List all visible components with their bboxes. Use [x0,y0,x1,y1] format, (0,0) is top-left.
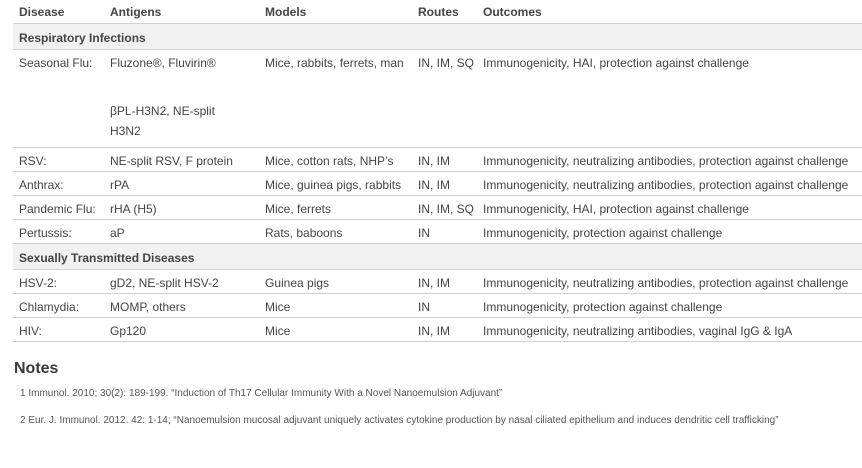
cell-outcomes: Immunogenicity, neutralizing antibodies, vaginal IgG & IgA [477,318,862,342]
cell-models: Mice, rabbits, ferrets, man [259,50,412,148]
cell-routes: IN, IM, SQ [412,196,477,220]
cell-antigens: rHA (H5) [104,196,259,220]
header-models: Models [259,0,412,24]
cell-antigens: Gp120 [104,318,259,342]
cell-models: Mice [259,318,412,342]
cell-routes: IN, IM [412,172,477,196]
cell-models: Mice, guinea pigs, rabbits [259,172,412,196]
table-row [13,220,862,244]
cell-routes: IN, IM, SQ [412,50,477,148]
notes-title: Notes [14,360,59,377]
cell-disease: Pandemic Flu: [13,196,104,220]
table-header-row [13,0,862,24]
cell-outcomes: Immunogenicity, HAI, protection against challenge [477,196,862,220]
cell-models: Mice, cotton rats, NHP’s [259,148,412,172]
section-title: Sexually Transmitted Diseases [13,244,862,270]
cell-outcomes: Immunogenicity, HAI, protection against challenge [477,50,862,148]
cell-models: Guinea pigs [259,270,412,294]
table-row [13,172,862,196]
cell-disease: Seasonal Flu: [13,50,104,148]
table-row [13,294,862,318]
cell-routes: IN, IM [412,318,477,342]
cell-outcomes: Immunogenicity, neutralizing antibodies, protection against challenge [477,270,862,294]
cell-disease: HSV-2: [13,270,104,294]
header-routes: Routes [412,0,477,24]
section-row-std [13,244,862,270]
cell-outcomes: Immunogenicity, protection against challenge [477,220,862,244]
table-row [13,196,862,220]
table-row [13,270,862,294]
cell-routes: IN [412,220,477,244]
note-item: 1 Immunol. 2010; 30(2): 189-199. “Induction of Th17 Cellular Immunity With a Novel Nanoemulsion Adjuvant” [20,388,503,399]
cell-antigens [104,50,259,148]
cell-routes: IN, IM [412,148,477,172]
antigens-line: Fluzone®, Fluvirin® [110,56,216,70]
cell-antigens: MOMP, others [104,294,259,318]
cell-disease: Anthrax: [13,172,104,196]
cell-models: Mice, ferrets [259,196,412,220]
cell-models: Mice [259,294,412,318]
cell-outcomes: Immunogenicity, neutralizing antibodies, protection against challenge [477,148,862,172]
antigens-line: βPL-H3N2, NE-split H3N2 [110,104,215,138]
cell-disease: Pertussis: [13,220,104,244]
cell-routes: IN [412,294,477,318]
table-row [13,318,862,342]
section-row-respiratory [13,24,862,50]
cell-antigens: NE-split RSV, F protein [104,148,259,172]
adjuvant-studies-table [13,0,862,342]
note-item: 2 Eur. J. Immunol. 2012. 42: 1-14; “Nanoemulsion mucosal adjuvant uniquely activates cytokine production by nasal ciliated epithelium and induces dendritic cell trafficking” [20,415,779,426]
cell-antigens: aP [104,220,259,244]
table-row [13,148,862,172]
cell-routes: IN, IM [412,270,477,294]
cell-antigens: rPA [104,172,259,196]
cell-disease: HIV: [13,318,104,342]
header-outcomes: Outcomes [477,0,862,24]
cell-outcomes: Immunogenicity, neutralizing antibodies, protection against challenge [477,172,862,196]
cell-antigens: gD2, NE-split HSV-2 [104,270,259,294]
cell-outcomes: Immunogenicity, protection against challenge [477,294,862,318]
cell-disease: Chlamydia: [13,294,104,318]
header-antigens: Antigens [104,0,259,24]
section-title: Respiratory Infections [13,24,862,50]
cell-disease: RSV: [13,148,104,172]
header-disease: Disease [13,0,104,24]
cell-models: Rats, baboons [259,220,412,244]
table-row [13,50,862,148]
